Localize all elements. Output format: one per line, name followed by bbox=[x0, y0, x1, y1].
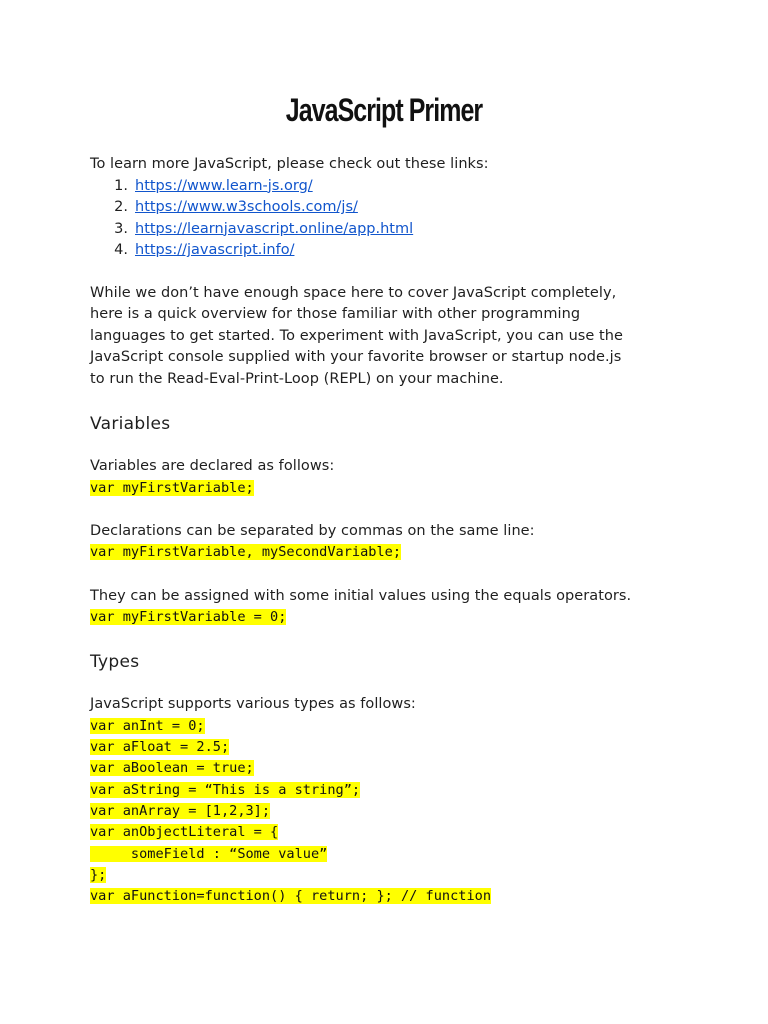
overview-line: to run the Read-Eval-Print-Loop (REPL) on your machine. bbox=[90, 370, 504, 387]
code-highlight: var myFirstVariable = 0; bbox=[90, 609, 287, 626]
document-body bbox=[90, 154, 690, 908]
code-highlight: var aFunction=function() { return; }; // function bbox=[90, 888, 492, 905]
types-intro-text: JavaScript supports various types as follows: bbox=[90, 696, 416, 713]
code-line bbox=[90, 780, 690, 801]
list-number: 1. bbox=[114, 177, 128, 194]
list-item bbox=[90, 176, 690, 198]
page-title: JavaScript Primer bbox=[285, 92, 483, 128]
variables-declared-text: Variables are declared as follows: bbox=[90, 458, 335, 474]
types-code-block bbox=[90, 716, 690, 908]
code-line bbox=[90, 758, 690, 779]
code-highlight: var myFirstVariable; bbox=[90, 479, 254, 496]
code-line bbox=[90, 844, 690, 865]
variables-assigned-text: They can be assigned with some initial values using the equals operators. bbox=[90, 587, 632, 604]
link-w3schools[interactable]: https://www.w3schools.com/js/ bbox=[135, 199, 358, 215]
code-highlight: var anArray = [1,2,3]; bbox=[90, 803, 271, 820]
code-line bbox=[90, 716, 690, 737]
code-highlight: var anInt = 0; bbox=[90, 717, 205, 734]
intro-text: To learn more JavaScript, please check out these links: bbox=[90, 156, 489, 172]
code-line bbox=[90, 737, 690, 758]
code-line bbox=[90, 801, 690, 822]
code-highlight: var aBoolean = true; bbox=[90, 760, 254, 777]
variables-heading: Variables bbox=[90, 414, 171, 434]
code-snippet bbox=[90, 478, 690, 499]
code-highlight: }; bbox=[90, 866, 107, 883]
overview-line: While we don’t have enough space here to cover JavaScript completely, bbox=[90, 284, 617, 301]
link-javascript-info[interactable]: https://javascript.info/ bbox=[135, 242, 295, 258]
code-line bbox=[90, 886, 690, 907]
overview-paragraph bbox=[90, 283, 690, 391]
variables-separated-text: Declarations can be separated by commas on the same line: bbox=[90, 522, 535, 539]
list-item bbox=[90, 219, 690, 241]
code-line bbox=[90, 822, 690, 843]
code-highlight: var aString = “This is a string”; bbox=[90, 781, 361, 798]
list-number: 4. bbox=[114, 242, 128, 258]
list-number: 3. bbox=[114, 220, 128, 237]
list-item bbox=[90, 240, 690, 262]
code-line bbox=[90, 865, 690, 886]
code-snippet bbox=[90, 607, 690, 628]
types-heading: Types bbox=[90, 652, 140, 673]
code-highlight: var myFirstVariable, mySecondVariable; bbox=[90, 544, 401, 561]
code-highlight: someField : “Some value” bbox=[90, 845, 328, 862]
list-number: 2. bbox=[114, 199, 128, 215]
overview-line: here is a quick overview for those familiar with other programming bbox=[90, 306, 581, 322]
code-highlight: var aFloat = 2.5; bbox=[90, 739, 230, 756]
code-highlight: var anObjectLiteral = { bbox=[90, 824, 279, 841]
code-snippet bbox=[90, 542, 690, 563]
overview-line: JavaScript console supplied with your favorite browser or startup node.js bbox=[90, 349, 622, 365]
link-learnjavascript-online[interactable]: https://learnjavascript.online/app.html bbox=[135, 220, 414, 237]
overview-line: languages to get started. To experiment with JavaScript, you can use the bbox=[90, 327, 623, 344]
list-item bbox=[90, 197, 690, 219]
links-list bbox=[90, 176, 690, 262]
link-learn-js[interactable]: https://www.learn-js.org/ bbox=[135, 177, 313, 194]
